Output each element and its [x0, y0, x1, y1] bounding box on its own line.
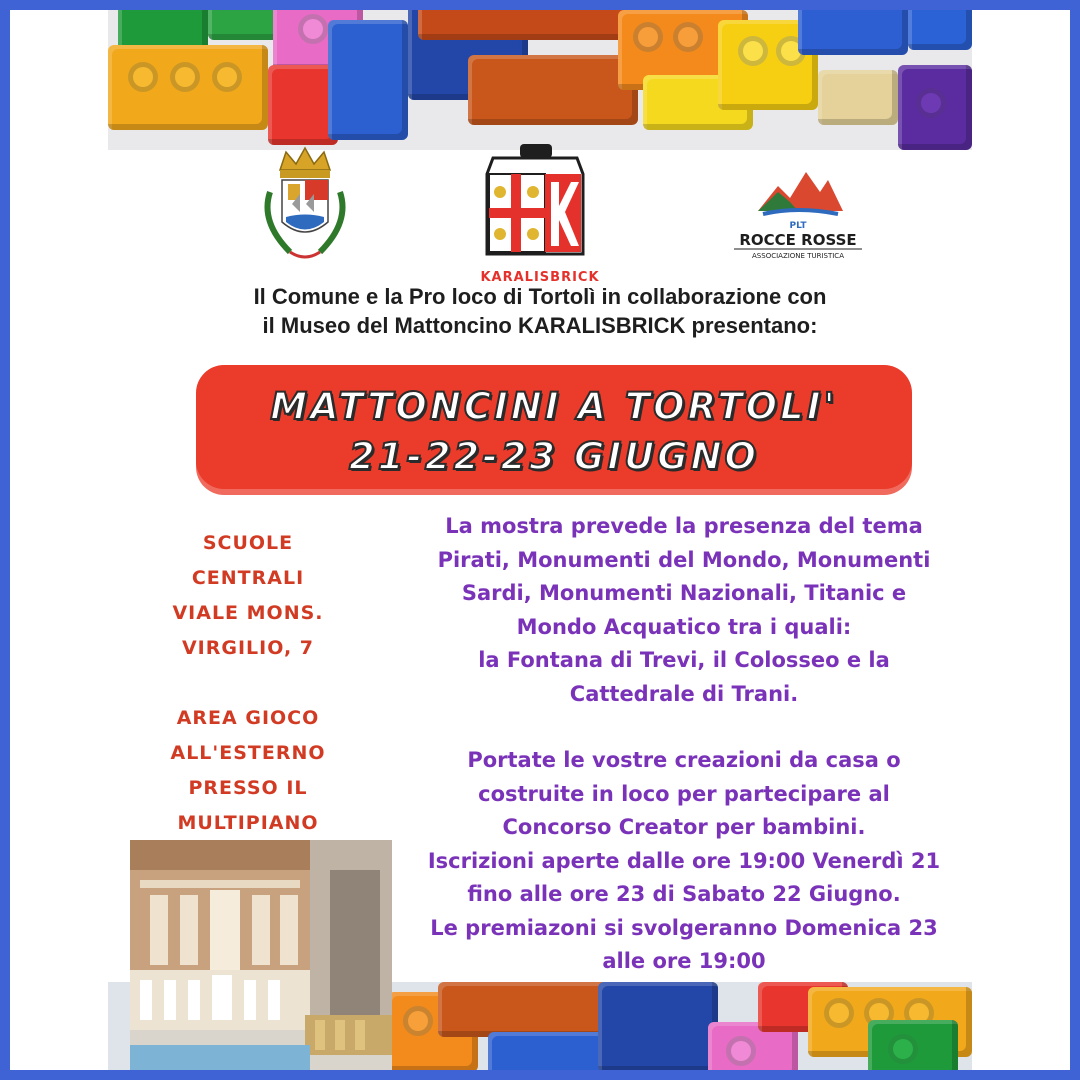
- contest-line: fino alle ore 23 di Sabato 22 Giugno.: [467, 882, 901, 906]
- contest-line: Portate le vostre creazioni da casa o: [467, 748, 901, 772]
- event-title: MATTONCINI A TORTOLI': [270, 385, 838, 428]
- description-line: Pirati, Monumenti del Mondo, Monumenti: [437, 547, 931, 572]
- area-gioco-line: ALL'ESTERNO: [170, 742, 326, 764]
- description-line: Sardi, Monumenti Nazionali, Titanic e: [461, 581, 907, 605]
- event-title-banner: [196, 365, 912, 489]
- area-gioco-line: PRESSO IL: [188, 777, 308, 799]
- description-line: Mondo Acquatico tra i quali:: [516, 614, 852, 639]
- rocce-rosse-name: ROCCE ROSSE: [739, 231, 857, 249]
- rocce-rosse-subtitle: ASSOCIAZIONE TURISTICA: [752, 252, 844, 260]
- rocce-rosse-prefix: PLT: [789, 221, 807, 231]
- location-line: VIRGILIO, 7: [181, 637, 315, 659]
- contest-line: Iscrizioni aperte dalle ore 19:00 Venerdì 21: [427, 848, 941, 873]
- karalisbrick-logo: [475, 142, 600, 277]
- rocce-rosse-logo: [728, 166, 868, 266]
- area-gioco-line: MULTIPIANO: [177, 812, 319, 834]
- event-description: [394, 510, 974, 979]
- contest-line: alle ore 19:00: [602, 949, 766, 973]
- location-line: CENTRALI: [191, 567, 305, 589]
- location-line: VIALE MONS.: [172, 602, 324, 624]
- logos-row: [10, 142, 1070, 285]
- location-info: [158, 526, 338, 841]
- trevi-fountain-photo: [130, 840, 392, 1070]
- contest-line: Le premiazoni si svolgeranno Domenica 23: [430, 915, 938, 940]
- poster: [10, 10, 1070, 1070]
- intro-text: [110, 282, 970, 340]
- contest-line: costruite in loco per partecipare al: [478, 781, 890, 806]
- intro-line-1: Il Comune e la Pro loco di Tortolì in collaborazione con: [253, 284, 827, 309]
- spacer: [158, 666, 338, 701]
- karalisbrick-logo-text: KARALISBRICK: [480, 270, 600, 285]
- description-line: La mostra prevede la presenza del tema: [445, 514, 923, 538]
- bricks-top-decoration: [108, 10, 972, 150]
- intro-line-2: il Museo del Mattoncino KARALISBRICK presentano:: [262, 313, 818, 338]
- description-line: la Fontana di Trevi, il Colosseo e la: [478, 648, 890, 672]
- spacer: [394, 711, 974, 744]
- location-line: SCUOLE: [202, 532, 294, 554]
- contest-line: Concorso Creator per bambini.: [502, 815, 866, 839]
- event-dates: 21-22-23 GIUGNO: [348, 435, 760, 478]
- area-gioco-line: AREA GIOCO: [176, 707, 320, 729]
- description-line: Cattedrale di Trani.: [569, 681, 799, 706]
- comune-crest-logo: [250, 142, 360, 272]
